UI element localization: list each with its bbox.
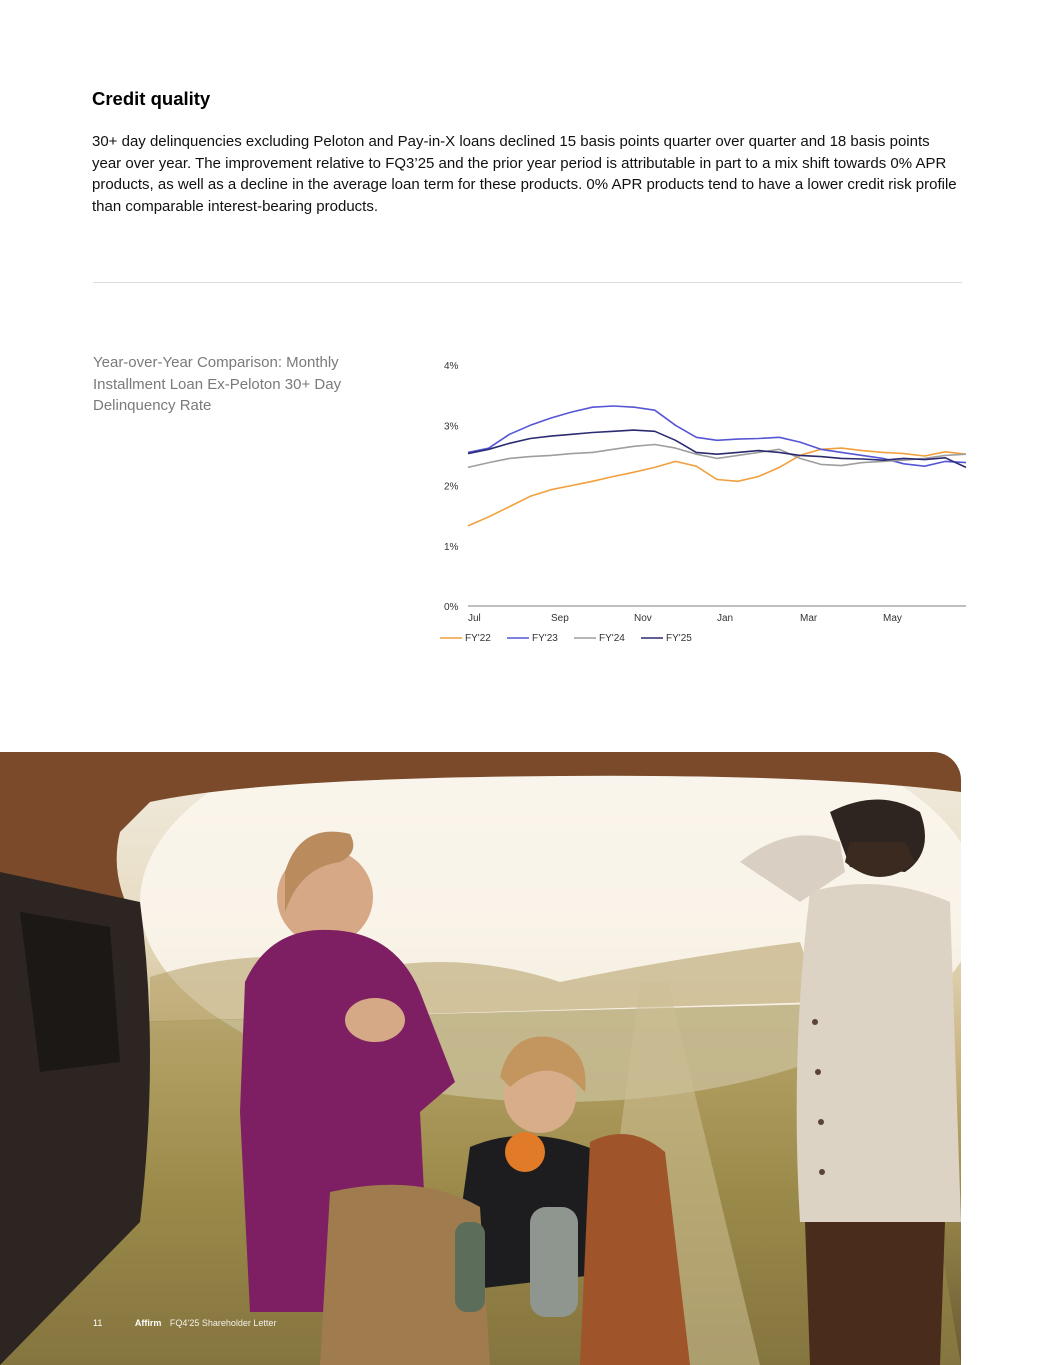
- chart-title: Year-over-Year Comparison: Monthly Installment Loan Ex-Peloton 30+ Day Delinquency Rate: [93, 354, 342, 414]
- y-tick-label: 3%: [444, 421, 459, 433]
- delinquency-line-chart: [430, 350, 975, 660]
- series-line-fy24: [468, 445, 966, 468]
- lifestyle-photo: [0, 752, 961, 1365]
- section-body: 30+ day delinquencies excluding Peloton and Pay-in-X loans declined 15 basis points quarter over quarter and 18 basis points year over year. The improvement relative to FQ3’25 and the prior year period is attributable in part to a mix shift towards 0% APR products, as well as a decline in the average loan term for these products. 0% APR products tend to have a lower credit risk profile than comparable interest-bearing products.: [92, 133, 957, 215]
- footer-doc-title: FQ4’25 Shareholder Letter: [169, 1318, 277, 1328]
- page-number: 11: [93, 1318, 103, 1328]
- y-tick-label: 2%: [444, 481, 459, 493]
- section-divider: [93, 282, 962, 283]
- legend-label: FY'24: [599, 633, 625, 644]
- series-line-fy25: [468, 430, 966, 467]
- section-heading: Credit quality: [92, 88, 211, 109]
- family-car-trunk-photo-icon: [0, 752, 961, 1365]
- legend-label: FY'23: [532, 633, 558, 644]
- legend-label: FY'22: [465, 633, 491, 644]
- page-footer: [93, 1318, 276, 1328]
- x-tick-label: Jan: [717, 613, 734, 624]
- y-tick-label: 0%: [444, 602, 459, 613]
- legend-label: FY'25: [666, 633, 692, 644]
- x-tick-label: Sep: [551, 613, 569, 624]
- y-tick-label: 4%: [444, 361, 459, 372]
- x-tick-label: Mar: [800, 613, 818, 624]
- footer-brand: Affirm: [134, 1318, 162, 1328]
- series-line-fy23: [468, 406, 966, 466]
- x-tick-label: Nov: [634, 613, 652, 624]
- x-tick-label: Jul: [468, 613, 481, 624]
- x-tick-label: May: [883, 613, 902, 624]
- y-tick-label: 1%: [444, 541, 459, 553]
